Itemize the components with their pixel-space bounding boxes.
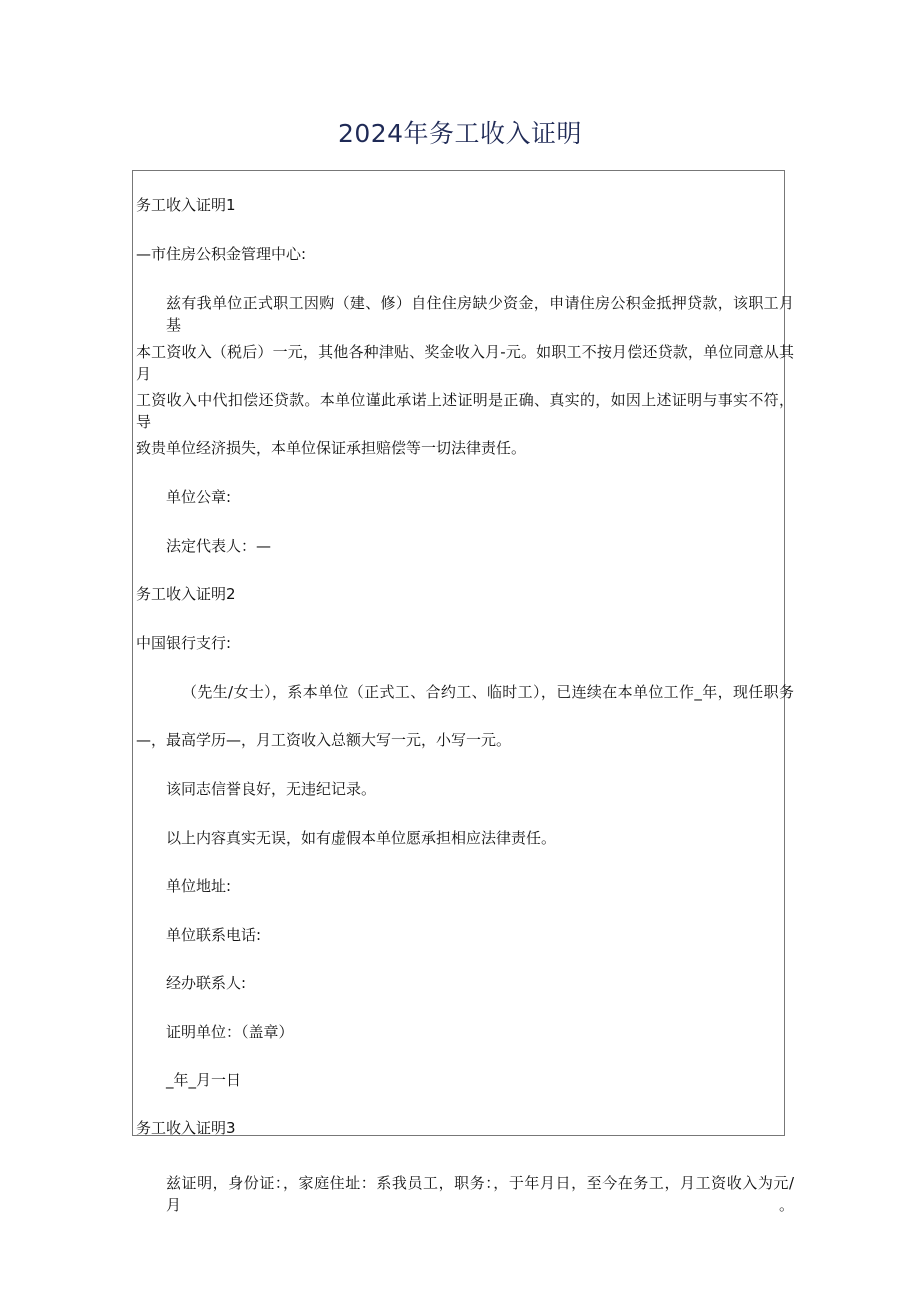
paragraph-line: 以上内容真实无误，如有虚假本单位愿承担相应法律责任。 xyxy=(166,829,557,847)
paragraph-line: 工资收入中代扣偿还贷款。本单位谨此承诺上述证明是正确、真实的，如因上述证明与事实不符，导 xyxy=(136,391,794,431)
company-phone-line: 单位联系电话: xyxy=(166,926,262,944)
section-heading-3: 务工收入证明3 xyxy=(136,1119,236,1137)
paragraph-line: 本工资收入（税后）一元，其他各种津贴、奖金收入月-元。如职工不按月偿还贷款，单位同意从其月 xyxy=(136,343,794,383)
section-heading-2: 务工收入证明2 xyxy=(136,585,236,603)
paragraph-line: —，最高学历—，月工资收入总额大写一元，小写一元。 xyxy=(136,731,512,749)
paragraph-line: 兹有我单位正式职工因购（建、修）自住住房缺少资金，申请住房公积金抵押贷款，该职工月基 xyxy=(166,294,794,334)
certifying-unit-line: 证明单位：（盖章） xyxy=(166,1023,294,1041)
contact-person-line: 经办联系人: xyxy=(166,974,247,992)
date-line: _年_月一日 xyxy=(166,1071,242,1089)
addressee-line-1: —市住房公积金管理中心: xyxy=(136,245,307,263)
section-heading-1: 务工收入证明1 xyxy=(136,196,236,214)
company-seal-line: 单位公章: xyxy=(166,488,232,506)
page-title: 2024年务工收入证明 xyxy=(337,119,583,148)
paragraph-line: 兹证明，身份证：，家庭住址：系我员工，职务：，于年月日，至今在务工，月工资收入为元/月。 xyxy=(166,1174,794,1214)
paragraph-line: （先生/女士），系本单位（正式工、合约工、临时工），已连续在本单位工作_年，现任职务 xyxy=(182,683,794,701)
paragraph-line: 致贵单位经济损失，本单位保证承担赔偿等一切法律责任。 xyxy=(136,439,527,457)
legal-representative-line: 法定代表人：— xyxy=(166,537,272,555)
paragraph-line: 该同志信誉良好，无违纪记录。 xyxy=(166,780,377,798)
company-address-line: 单位地址: xyxy=(166,877,232,895)
addressee-line-2: 中国银行支行: xyxy=(136,634,232,652)
